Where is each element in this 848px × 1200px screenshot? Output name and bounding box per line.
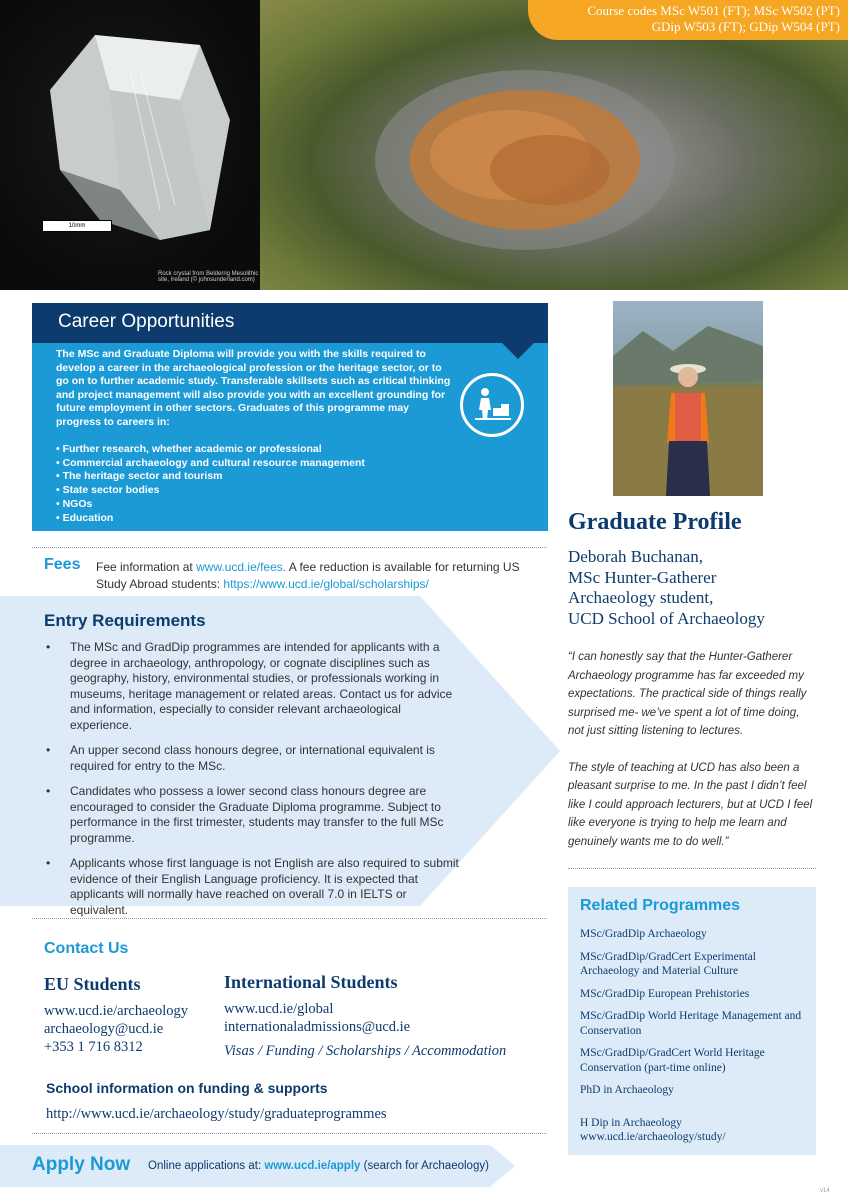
career-item: • Commercial archaeology and cultural resource management <box>56 456 365 469</box>
fees-label: Fees <box>44 556 81 573</box>
entry-item: • Applicants whose first language is not English are also required to submit evidence of their English Language proficiency. It is expected that applicants will normally have reached on overall 7.0 in IELTS or equivalent. <box>46 856 466 918</box>
related-item[interactable]: PhD in Archaeology <box>580 1084 674 1096</box>
divider <box>32 547 547 548</box>
intl-email-link[interactable]: internationaladmissions@ucd.ie <box>224 1019 411 1035</box>
course-codes-badge <box>528 0 848 40</box>
related-list <box>580 927 810 1106</box>
entry-list <box>46 640 466 928</box>
apply-link[interactable]: www.ucd.ie/apply <box>264 1160 361 1172</box>
divider <box>32 1133 547 1134</box>
graduate-photo <box>613 301 763 496</box>
fees-text <box>96 559 536 593</box>
career-intro: The MSc and Graduate Diploma will provide you with the skills required to develop a career in the archaeological profession or the heritage sector, or to go on to further academic study. Transferable skillsets such as critical thinking and project management will also provide you with an excellent grounding for future employment in other sectors. Graduates of this programme may progress to careers in: <box>56 348 451 428</box>
quote-paragraph: The style of teaching at UCD has also been a pleasant surprise to me. In the past I didn’t feel like I could approach lecturers, but at UCD I feel like everyone is trying to help me learn and genuinely wants me to do well.” <box>568 761 813 848</box>
quote-paragraph: “I can honestly say that the Hunter-Gatherer Archaeology programme has far exceeded my expectations. The practical side of things really surprised me- we’ve spent a lot of time doing, not just sitting listening to lectures. <box>568 651 807 737</box>
hdip-item[interactable]: H Dip in Archaeology <box>580 1117 682 1129</box>
graduate-name <box>568 547 765 629</box>
divider <box>568 868 816 869</box>
scale-bar: 10mm <box>42 220 112 232</box>
graduate-profile-title: Graduate Profile <box>568 509 742 535</box>
fees-text-a: Fee information at <box>96 560 197 574</box>
hero-banner <box>0 0 848 290</box>
apply-text-a: Online applications at: <box>148 1160 265 1172</box>
eu-phone: +353 1 716 8312 <box>44 1039 143 1055</box>
entry-item: • Candidates who possess a lower second class honours degree are encouraged to consider the Graduate Diploma programme. Subject to performance in the first trimester, students may transfer to the full MSc programme. <box>46 784 466 846</box>
hero-caption: Rock crystal from Belderrig Mesolithic site, Ireland (© johnsunderland.com) <box>158 271 259 283</box>
rock-crystal-photo <box>0 0 260 290</box>
related-item[interactable]: MSc/GradDip/GradCert World Heritage Conservation (part-time online) <box>580 1047 765 1074</box>
eu-email-link[interactable]: archaeology@ucd.ie <box>44 1021 164 1037</box>
study-link[interactable]: www.ucd.ie/archaeology/study/ <box>580 1131 726 1143</box>
career-item: • The heritage sector and tourism <box>56 470 223 483</box>
apply-text-b: (search for Archaeology) <box>360 1160 489 1172</box>
related-item[interactable]: MSc/GradDip/GradCert Experimental Archaeology and Material Culture <box>580 950 756 977</box>
rock-crystal-image <box>40 30 240 240</box>
intl-web-link[interactable]: www.ucd.ie/global <box>224 1001 334 1017</box>
career-item: • Further research, whether academic or professional <box>56 443 322 455</box>
graduate-name-line: UCD School of Archaeology <box>568 608 765 628</box>
apply-now-title: Apply Now <box>32 1154 131 1175</box>
related-item[interactable]: MSc/GradDip Archaeology <box>580 928 707 940</box>
related-programmes-panel <box>568 887 816 1155</box>
career-item: • State sector bodies <box>56 484 160 497</box>
hazelnut-roasting-image <box>360 60 690 260</box>
entry-item: • The MSc and GradDip programmes are intended for applicants with a degree in archaeology, anthropology, or cognate disciplines such as geography, history, environmental studies, or professionals working in museums, heritage management or related areas. Contact us for advice and information, especially to consider relevant archaeological experience. <box>46 640 466 733</box>
entry-item: • An upper second class honours degree, or international equivalent is required for entry to the MSc. <box>46 743 466 774</box>
eu-web-link[interactable]: www.ucd.ie/archaeology <box>44 1003 189 1019</box>
career-path-icon <box>460 373 524 437</box>
eu-students-title: EU Students <box>44 974 141 994</box>
contact-title: Contact Us <box>44 940 129 957</box>
career-item: • Education <box>56 511 114 524</box>
graduate-quote <box>568 648 816 851</box>
career-title: Career Opportunities <box>32 303 548 343</box>
fire-pit-photo <box>260 0 848 290</box>
entry-title: Entry Requirements <box>44 611 206 630</box>
related-footer <box>580 1116 726 1144</box>
course-codes-line-2: GDip W503 (FT); GDip W504 (PT) <box>651 19 840 34</box>
related-item[interactable]: MSc/GradDip European Prehistories <box>580 987 750 1000</box>
page-number: v14 <box>820 1188 830 1194</box>
career-notch <box>502 343 534 359</box>
career-list <box>56 443 456 525</box>
course-codes-line-1: Course codes MSc W501 (FT); MSc W502 (PT) <box>587 3 840 18</box>
fees-link[interactable]: www.ucd.ie/fees. <box>196 560 287 574</box>
scholarships-link[interactable]: https://www.ucd.ie/global/scholarships/ <box>223 577 429 591</box>
international-contact-details <box>224 1000 410 1036</box>
career-item: • NGOs <box>56 497 93 510</box>
school-info-title: School information on funding & supports <box>46 1080 328 1096</box>
career-opportunities-panel <box>32 303 548 531</box>
apply-text <box>148 1160 489 1172</box>
divider <box>32 918 547 919</box>
related-item[interactable]: MSc/GradDip World Heritage Management and Conservation <box>580 1010 802 1037</box>
eu-contact-details <box>44 1002 188 1056</box>
related-title: Related Programmes <box>580 897 741 914</box>
fees-text-b: A fee reduction is available for returning US Study Abroad students: <box>96 560 520 591</box>
international-students-title: International Students <box>224 972 398 992</box>
career-body <box>56 348 456 525</box>
intl-topics: Visas / Funding / Scholarships / Accommodation <box>224 1043 507 1059</box>
graduate-name-line: MSc Hunter-Gatherer <box>568 567 717 587</box>
graduate-name-line: Archaeology student, <box>568 588 714 607</box>
graduate-name-line: Deborah Buchanan, <box>568 547 704 566</box>
school-info-link[interactable]: http://www.ucd.ie/archaeology/study/graduateprogrammes <box>46 1106 387 1122</box>
